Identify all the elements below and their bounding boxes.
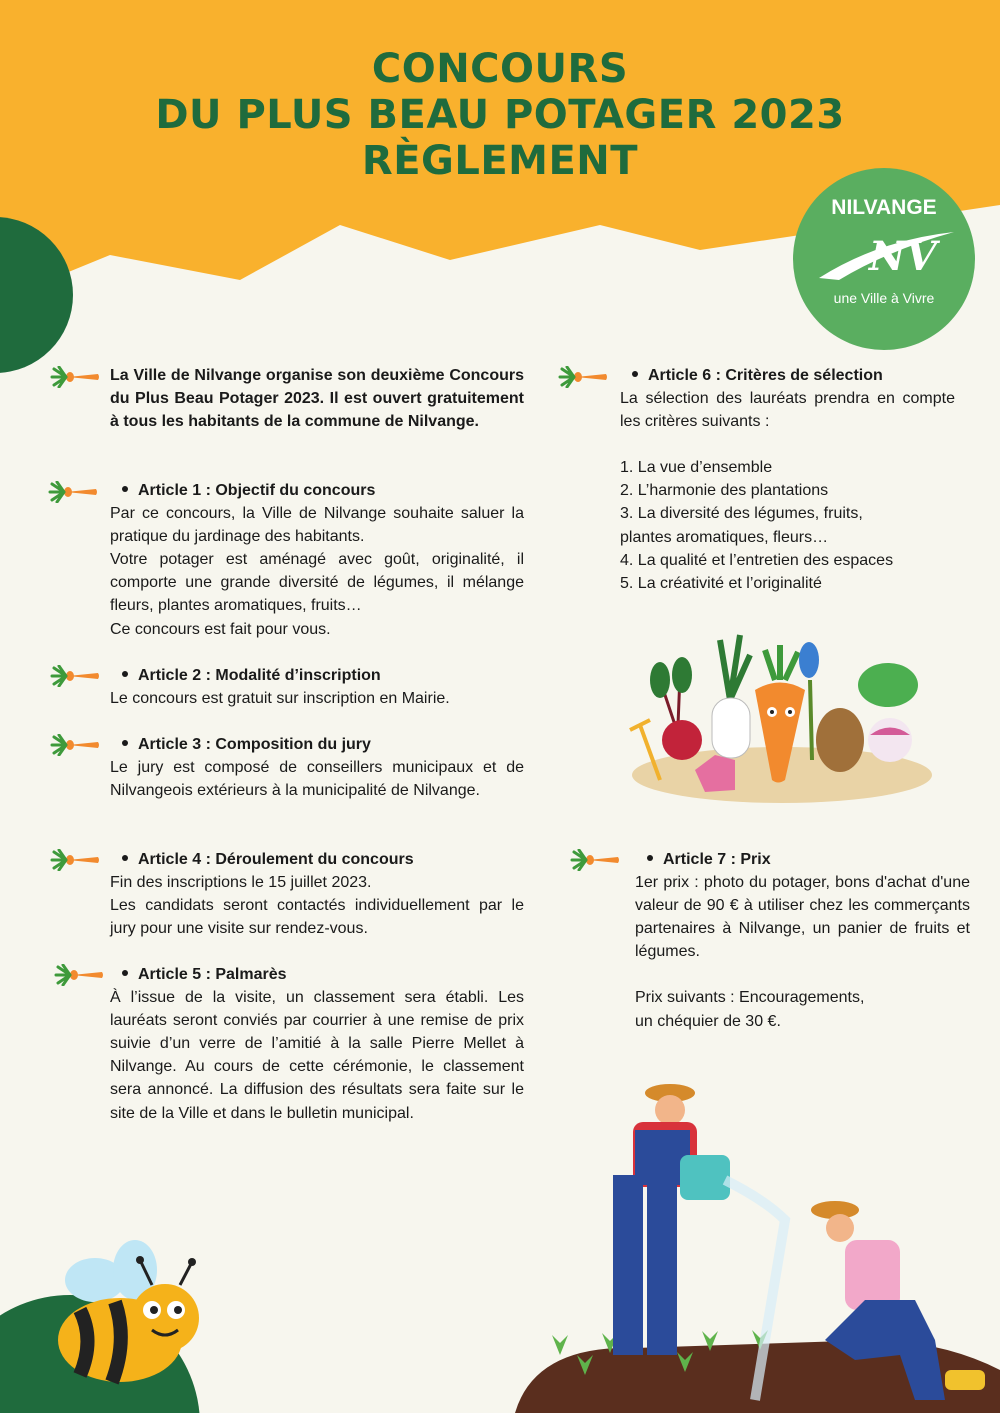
beet-icon [650, 657, 702, 760]
article-2-title: Article 2 : Modalité d’inscription [110, 664, 524, 687]
list-item: 5. La créativité et l’originalité [620, 574, 822, 592]
logo-tagline: une Ville à Vivre [833, 290, 935, 306]
carrot-icon [50, 849, 100, 871]
article-4-text: Les candidats seront contactés individuellement par le jury pour une visite sur rendez-vous. [110, 897, 524, 938]
article-1-text: Ce concours est fait pour vous. [110, 620, 331, 638]
carrot-icon [558, 366, 608, 388]
nilvange-logo [793, 168, 975, 350]
intro-text: La Ville de Nilvange organise son deuxième Concours du Plus Beau Potager 2023. Il est ouvert gratuitement à tous les habitants de la commune de Nilvange. [110, 367, 524, 431]
logo-name: NILVANGE [831, 196, 937, 219]
vegetables-illustration [620, 620, 945, 805]
article-6 [620, 364, 955, 595]
carrot-icon [54, 964, 104, 986]
article-1 [110, 479, 524, 641]
carrot-icon [50, 665, 100, 687]
carrot-icon [50, 366, 100, 388]
carrot-icon [570, 849, 620, 871]
article-7-text: 1er prix : photo du potager, bons d'achat d'une valeur de 90 € à utiliser chez les commerçants partenaires à Nilvange, un panier de fruits et légumes. [635, 874, 970, 961]
article-4-text: Fin des inscriptions le 15 juillet 2023. [110, 874, 372, 892]
turnip-icon [858, 663, 918, 762]
article-1-text: Par ce concours, la Ville de Nilvange souhaite saluer la pratique du jardinage des habitants. [110, 505, 524, 546]
article-4-title: Article 4 : Déroulement du concours [110, 848, 524, 871]
article-4 [110, 848, 524, 940]
article-3-title: Article 3 : Composition du jury [110, 733, 524, 756]
article-7-title: Article 7 : Prix [635, 848, 970, 871]
carrot-icon [48, 481, 98, 503]
article-3 [110, 733, 524, 802]
list-item: plantes aromatiques, fleurs… [620, 528, 829, 546]
article-2 [110, 664, 524, 710]
page-title [0, 46, 1000, 184]
article-3-text: Le jury est composé de conseillers municipaux et de Nilvangeois extérieurs à la municipalité de Nilvange. [110, 759, 524, 800]
logo-swoosh-icon [809, 220, 959, 290]
list-item: 3. La diversité des légumes, fruits, [620, 505, 863, 523]
intro-block [110, 364, 524, 433]
article-5-title: Article 5 : Palmarès [110, 963, 524, 986]
article-6-title: Article 6 : Critères de sélection [620, 364, 955, 387]
list-item: 4. La qualité et l’entretien des espaces [620, 551, 894, 569]
criteria-list [620, 456, 955, 595]
article-5-text: À l’issue de la visite, un classement sera établi. Les lauréats seront conviés par courrier à une remise de prix suivie d’un verre de l’amitié à la salle Pierre Mellet à Nilvange. Au cours de cette cérémonie, le classement sera annoncé. La diffusion des résultats sera faite sur le site de la Ville et dans le bulletin municipal. [110, 989, 524, 1122]
article-7 [635, 848, 970, 1033]
article-7-text: un chéquier de 30 €. [635, 1012, 781, 1030]
green-circle-top-left [0, 215, 80, 375]
list-item: 2. L’harmonie des plantations [620, 482, 829, 500]
potato-icon [816, 708, 864, 772]
article-7-text: Prix suivants : Encouragements, [635, 989, 865, 1007]
carrot-icon [50, 734, 100, 756]
title-line-3: RÈGLEMENT [361, 138, 639, 184]
article-2-text: Le concours est gratuit sur inscription en Mairie. [110, 690, 450, 708]
article-1-title: Article 1 : Objectif du concours [110, 479, 524, 502]
list-item: 1. La vue d’ensemble [620, 459, 773, 477]
title-line-1: CONCOURS [371, 46, 629, 92]
gardeners-illustration [515, 1070, 1000, 1413]
logo-mark: NV [869, 233, 937, 280]
title-line-2: DU PLUS BEAU POTAGER 2023 [155, 92, 845, 138]
bee-illustration [40, 1240, 210, 1390]
article-1-text: Votre potager est aménagé avec goût, originalité, il comporte une grande diversité de légumes, il mélange fleurs, plantes aromatiques, fruits… [110, 551, 524, 615]
article-6-text: La sélection des lauréats prendra en compte les critères suivants : [620, 390, 955, 431]
article-5 [110, 963, 524, 1125]
radish-icon [712, 635, 750, 758]
